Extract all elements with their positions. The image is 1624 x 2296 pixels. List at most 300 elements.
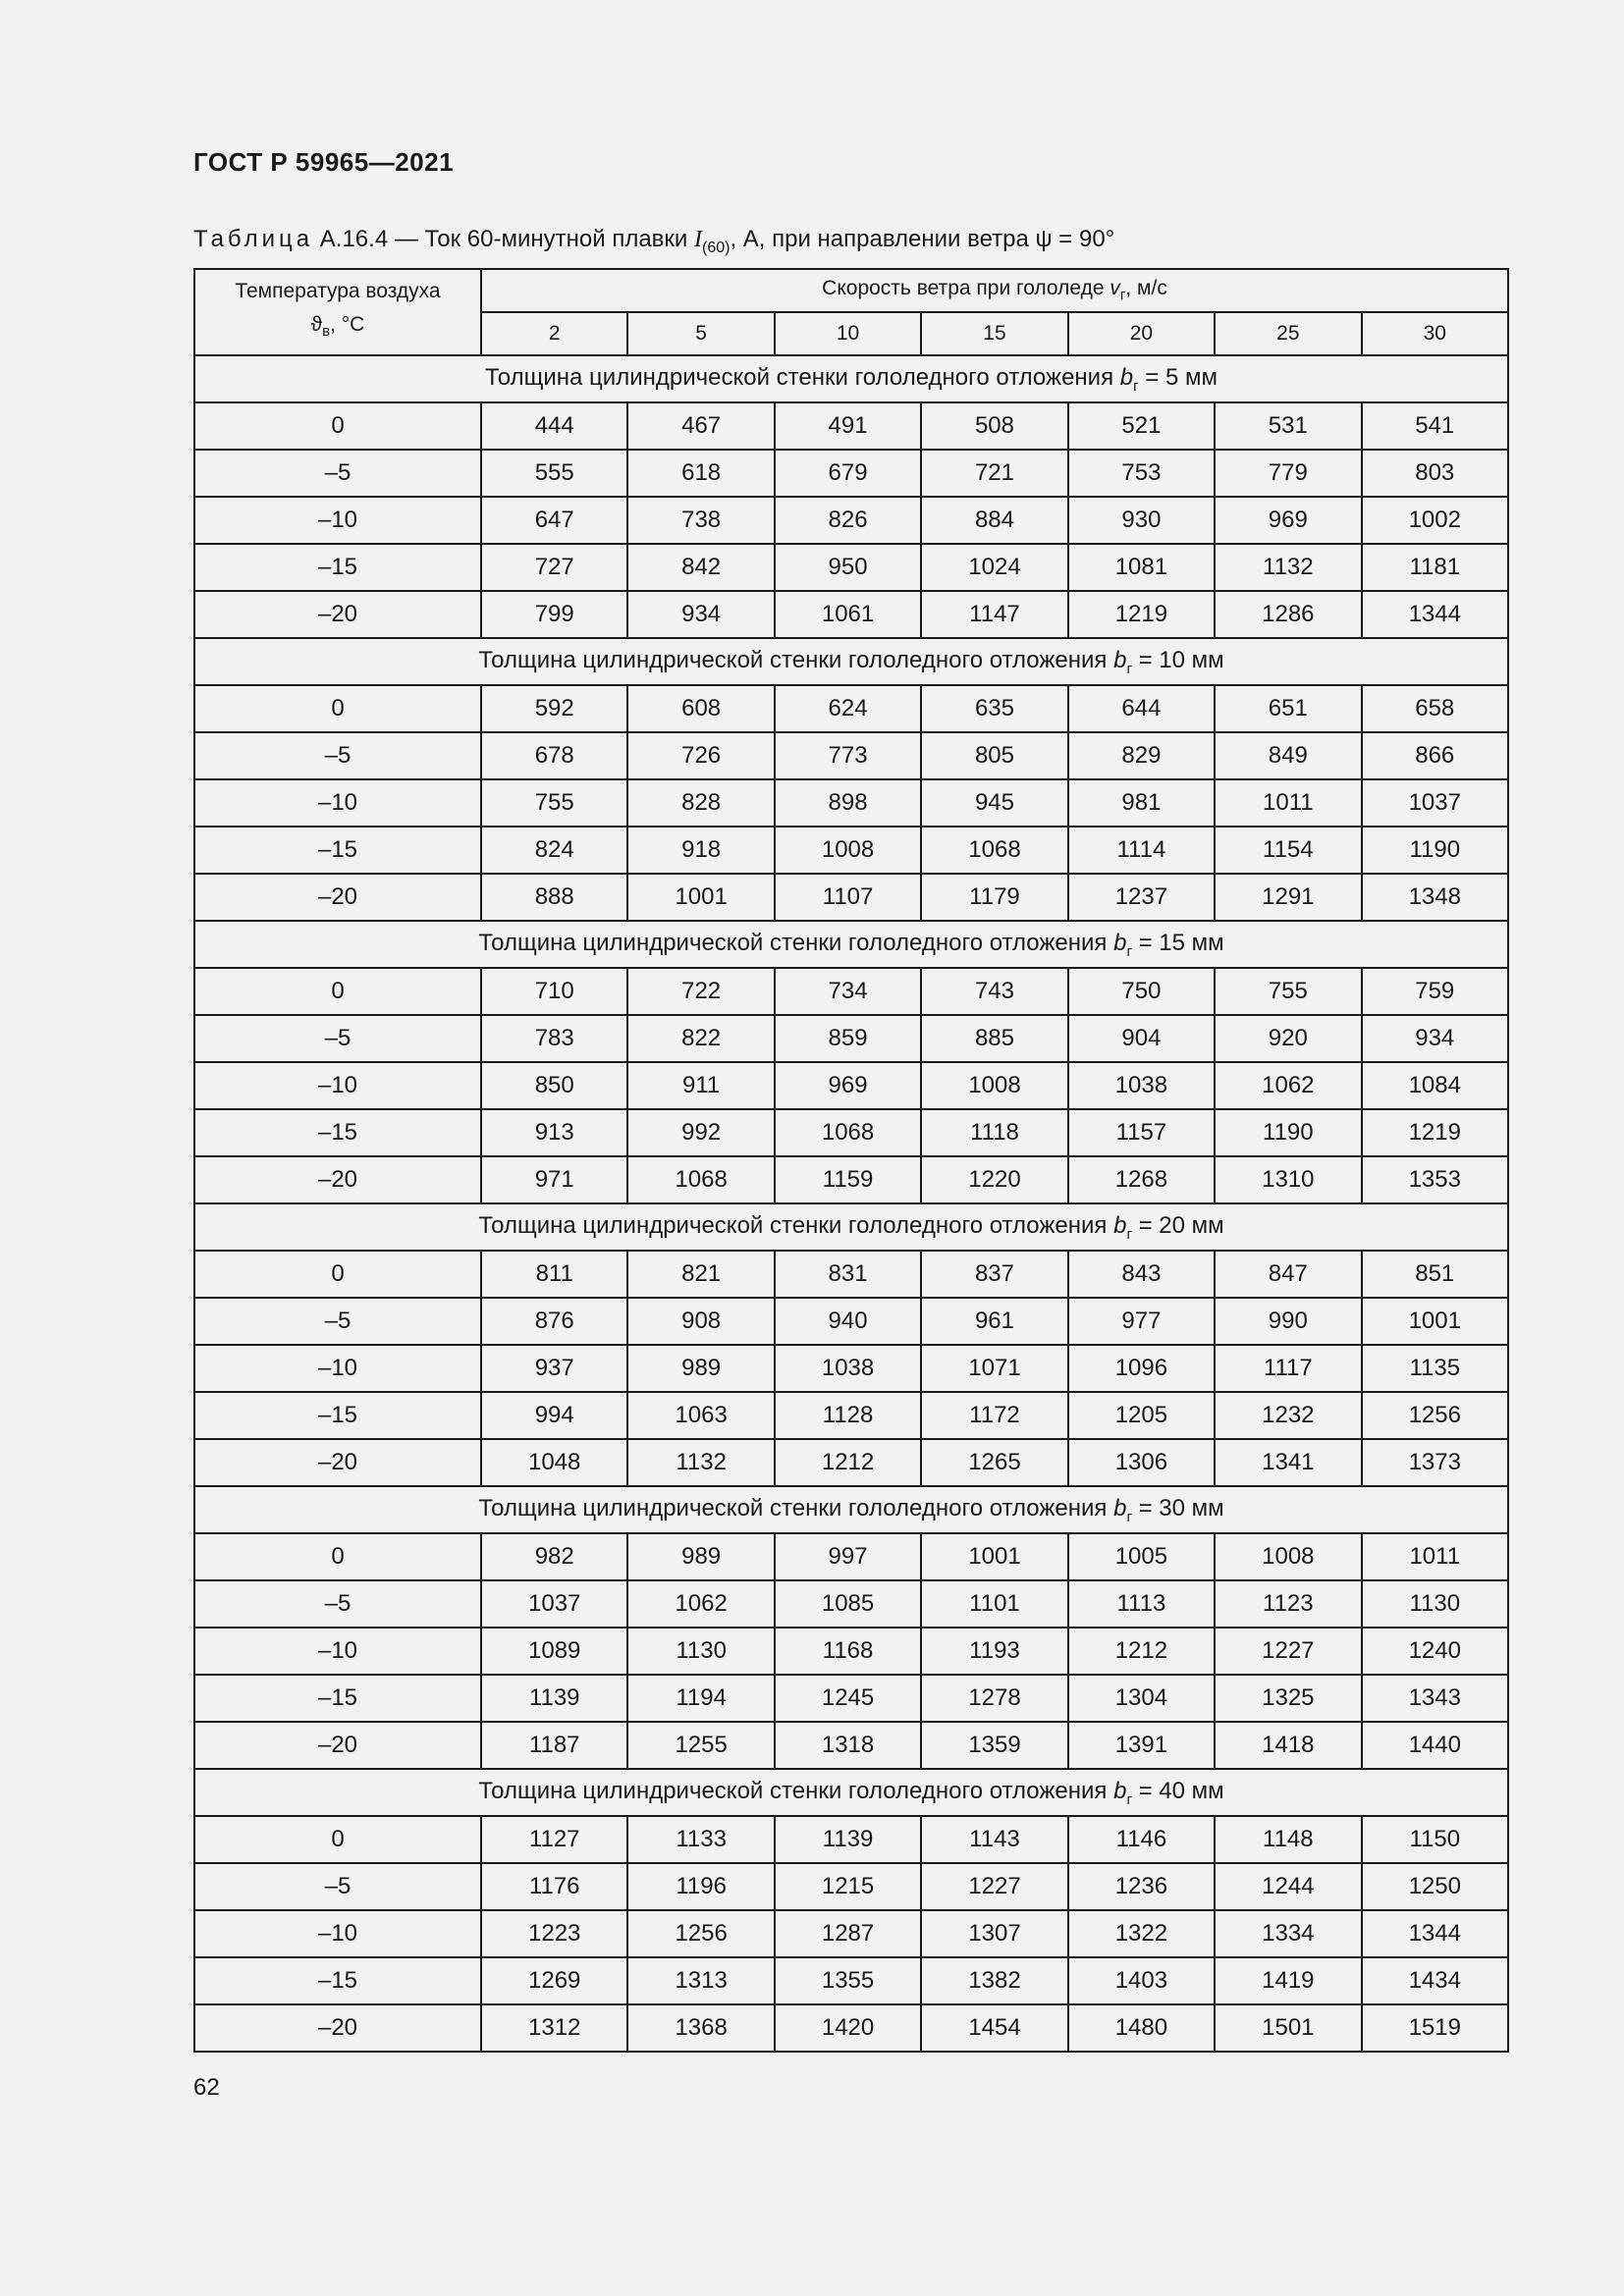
section-title-symbol-sub: г <box>1126 942 1132 960</box>
temperature-header-sub: в <box>322 323 331 341</box>
table-row <box>194 1345 1508 1392</box>
current-value-cell: 971 <box>481 1156 627 1203</box>
current-value-cell: 541 <box>1362 402 1508 450</box>
current-value-cell: 831 <box>775 1251 921 1298</box>
current-value-cell: 849 <box>1215 732 1361 779</box>
temperature-cell: –15 <box>194 1957 481 2004</box>
wind-speed-column-header: 10 <box>775 312 921 355</box>
table-row <box>194 1628 1508 1675</box>
table-row <box>194 1816 1508 1863</box>
section-title-symbol-sub: г <box>1126 1508 1132 1525</box>
current-value-cell: 829 <box>1068 732 1215 779</box>
section-header-row <box>194 1203 1508 1251</box>
current-value-cell: 1212 <box>1068 1628 1215 1675</box>
current-value-cell: 1344 <box>1362 1910 1508 1957</box>
current-value-cell: 1037 <box>1362 779 1508 827</box>
current-value-cell: 1256 <box>1362 1392 1508 1439</box>
current-value-cell: 1250 <box>1362 1863 1508 1910</box>
current-value-cell: 1344 <box>1362 591 1508 638</box>
table-row <box>194 1675 1508 1722</box>
current-value-cell: 1286 <box>1215 591 1361 638</box>
current-value-cell: 1068 <box>627 1156 774 1203</box>
wind-speed-column-header: 15 <box>921 312 1067 355</box>
current-value-cell: 1420 <box>775 2004 921 2052</box>
current-value-cell: 1220 <box>921 1156 1067 1203</box>
table-row <box>194 779 1508 827</box>
table-row <box>194 1298 1508 1345</box>
current-value-cell: 1159 <box>775 1156 921 1203</box>
current-value-cell: 1227 <box>1215 1628 1361 1675</box>
wind-speed-column-header: 2 <box>481 312 627 355</box>
section-title <box>194 1203 1508 1251</box>
current-value-cell: 1373 <box>1362 1439 1508 1486</box>
current-value-cell: 811 <box>481 1251 627 1298</box>
temperature-cell: –10 <box>194 1910 481 1957</box>
current-value-cell: 1312 <box>481 2004 627 2052</box>
current-value-cell: 1268 <box>1068 1156 1215 1203</box>
current-value-cell: 467 <box>627 402 774 450</box>
current-value-cell: 888 <box>481 874 627 921</box>
section-thickness: = 10 мм <box>1131 646 1224 673</box>
current-value-cell: 945 <box>921 779 1067 827</box>
table-row <box>194 968 1508 1015</box>
current-value-cell: 843 <box>1068 1251 1215 1298</box>
current-value-cell: 898 <box>775 779 921 827</box>
current-value-cell: 592 <box>481 685 627 732</box>
current-value-cell: 950 <box>775 544 921 591</box>
table-row <box>194 1533 1508 1580</box>
current-value-cell: 866 <box>1362 732 1508 779</box>
section-title-symbol: b <box>1113 929 1127 956</box>
current-value-cell: 1127 <box>481 1816 627 1863</box>
temperature-cell: –5 <box>194 1863 481 1910</box>
table-row <box>194 497 1508 544</box>
caption-number: А.16.4 <box>319 226 389 252</box>
current-value-cell: 1048 <box>481 1439 627 1486</box>
current-value-cell: 1196 <box>627 1863 774 1910</box>
table-row <box>194 685 1508 732</box>
temperature-cell: 0 <box>194 968 481 1015</box>
current-value-cell: 773 <box>775 732 921 779</box>
current-value-cell: 1418 <box>1215 1722 1361 1769</box>
section-title-symbol: b <box>1113 1494 1127 1522</box>
current-value-cell: 847 <box>1215 1251 1361 1298</box>
section-title-prefix: Толщина цилиндрической стенки гололедного отложения <box>478 929 1114 956</box>
temperature-cell: –10 <box>194 779 481 827</box>
current-value-cell: 1096 <box>1068 1345 1215 1392</box>
temperature-cell: 0 <box>194 1533 481 1580</box>
current-value-cell: 1063 <box>627 1392 774 1439</box>
current-value-cell: 1005 <box>1068 1533 1215 1580</box>
current-value-cell: 1255 <box>627 1722 774 1769</box>
table-row <box>194 1910 1508 1957</box>
current-value-cell: 678 <box>481 732 627 779</box>
table-caption <box>193 226 1114 257</box>
current-value-cell: 908 <box>627 1298 774 1345</box>
current-value-cell: 1440 <box>1362 1722 1508 1769</box>
current-value-cell: 1454 <box>921 2004 1067 2052</box>
current-value-cell: 521 <box>1068 402 1215 450</box>
table-row <box>194 1156 1508 1203</box>
current-value-cell: 885 <box>921 1015 1067 1062</box>
temperature-cell: –15 <box>194 1392 481 1439</box>
current-value-cell: 1219 <box>1362 1109 1508 1156</box>
current-value-cell: 1240 <box>1362 1628 1508 1675</box>
temperature-header-label: Температура воздуха <box>235 280 441 303</box>
current-value-cell: 842 <box>627 544 774 591</box>
current-value-cell: 1232 <box>1215 1392 1361 1439</box>
temperature-cell: –10 <box>194 1062 481 1109</box>
table-row <box>194 827 1508 874</box>
current-value-cell: 1501 <box>1215 2004 1361 2052</box>
current-value-cell: 755 <box>481 779 627 827</box>
temperature-cell: 0 <box>194 1251 481 1298</box>
table-row <box>194 1392 1508 1439</box>
current-value-cell: 997 <box>775 1533 921 1580</box>
current-value-cell: 1114 <box>1068 827 1215 874</box>
current-value-cell: 1062 <box>1215 1062 1361 1109</box>
current-value-cell: 555 <box>481 450 627 497</box>
current-value-cell: 1306 <box>1068 1439 1215 1486</box>
current-value-cell: 722 <box>627 968 774 1015</box>
table-row <box>194 591 1508 638</box>
section-thickness: = 5 мм <box>1138 363 1218 391</box>
current-value-cell: 734 <box>775 968 921 1015</box>
current-value-cell: 1256 <box>627 1910 774 1957</box>
section-title <box>194 355 1508 402</box>
current-value-cell: 1132 <box>627 1439 774 1486</box>
current-value-cell: 1038 <box>1068 1062 1215 1109</box>
current-value-cell: 1061 <box>775 591 921 638</box>
current-value-cell: 1307 <box>921 1910 1067 1957</box>
section-title-symbol: b <box>1113 646 1127 673</box>
section-thickness: = 20 мм <box>1131 1211 1224 1239</box>
temperature-cell: –20 <box>194 1156 481 1203</box>
temperature-header-symbol: ϑ <box>310 313 323 337</box>
table-row <box>194 544 1508 591</box>
temperature-header-unit: , °С <box>330 313 365 337</box>
current-value-cell: 1133 <box>627 1816 774 1863</box>
current-value-cell: 1089 <box>481 1628 627 1675</box>
current-value-cell: 837 <box>921 1251 1067 1298</box>
current-value-cell: 759 <box>1362 968 1508 1015</box>
table-row <box>194 1957 1508 2004</box>
current-value-cell: 1068 <box>921 827 1067 874</box>
section-title-symbol-sub: г <box>1126 660 1132 677</box>
current-value-cell: 783 <box>481 1015 627 1062</box>
temperature-cell: –15 <box>194 544 481 591</box>
temperature-cell: –15 <box>194 827 481 874</box>
current-value-cell: 826 <box>775 497 921 544</box>
current-value-cell: 1123 <box>1215 1580 1361 1628</box>
current-value-cell: 1113 <box>1068 1580 1215 1628</box>
current-value-cell: 1353 <box>1362 1156 1508 1203</box>
current-value-cell: 1359 <box>921 1722 1067 1769</box>
current-value-cell: 1146 <box>1068 1816 1215 1863</box>
current-value-cell: 1037 <box>481 1580 627 1628</box>
current-value-cell: 1008 <box>775 827 921 874</box>
temperature-cell: –20 <box>194 1722 481 1769</box>
current-value-cell: 755 <box>1215 968 1361 1015</box>
current-value-cell: 1062 <box>627 1580 774 1628</box>
section-title <box>194 921 1508 968</box>
current-value-cell: 1187 <box>481 1722 627 1769</box>
wind-speed-column-header: 20 <box>1068 312 1215 355</box>
current-value-cell: 1237 <box>1068 874 1215 921</box>
current-value-cell: 1157 <box>1068 1109 1215 1156</box>
current-value-cell: 992 <box>627 1109 774 1156</box>
temperature-cell: –20 <box>194 874 481 921</box>
section-title-symbol: b <box>1119 363 1134 391</box>
current-value-cell: 821 <box>627 1251 774 1298</box>
current-value-cell: 1322 <box>1068 1910 1215 1957</box>
current-value-cell: 989 <box>627 1533 774 1580</box>
section-title-prefix: Толщина цилиндрической стенки гололедного отложения <box>478 1211 1114 1239</box>
section-header-row <box>194 638 1508 685</box>
table-body <box>194 355 1508 2052</box>
current-value-cell: 508 <box>921 402 1067 450</box>
current-value-cell: 743 <box>921 968 1067 1015</box>
section-title <box>194 1769 1508 1816</box>
section-thickness: = 30 мм <box>1131 1494 1224 1522</box>
current-value-cell: 1244 <box>1215 1863 1361 1910</box>
table-row <box>194 1863 1508 1910</box>
current-value-cell: 1071 <box>921 1345 1067 1392</box>
current-value-cell: 969 <box>1215 497 1361 544</box>
current-value-cell: 884 <box>921 497 1067 544</box>
caption-text-end: , А, при направлении ветра ψ = 90° <box>730 226 1115 252</box>
section-thickness: = 15 мм <box>1131 929 1224 956</box>
temperature-cell: –5 <box>194 450 481 497</box>
wind-speed-column-header: 25 <box>1215 312 1361 355</box>
caption-text: — Ток 60-минутной плавки <box>388 226 694 252</box>
table-row <box>194 1062 1508 1109</box>
current-value-cell: 1139 <box>481 1675 627 1722</box>
current-value-cell: 658 <box>1362 685 1508 732</box>
table-row <box>194 1580 1508 1628</box>
table-row <box>194 874 1508 921</box>
current-value-cell: 1291 <box>1215 874 1361 921</box>
current-value-cell: 1147 <box>921 591 1067 638</box>
section-title-prefix: Толщина цилиндрической стенки гололедного отложения <box>485 363 1120 391</box>
current-value-cell: 1325 <box>1215 1675 1361 1722</box>
section-title-prefix: Толщина цилиндрической стенки гололедного отложения <box>478 1777 1114 1804</box>
current-value-cell: 1236 <box>1068 1863 1215 1910</box>
temperature-cell: –5 <box>194 1298 481 1345</box>
current-value-cell: 1419 <box>1215 1957 1361 2004</box>
current-value-cell: 1355 <box>775 1957 921 2004</box>
current-value-cell: 1024 <box>921 544 1067 591</box>
current-value-cell: 1304 <box>1068 1675 1215 1722</box>
page-number: 62 <box>193 2074 220 2101</box>
temperature-column-header <box>194 269 481 355</box>
section-header-row <box>194 355 1508 402</box>
current-value-cell: 651 <box>1215 685 1361 732</box>
current-value-cell: 491 <box>775 402 921 450</box>
temperature-cell: –20 <box>194 591 481 638</box>
current-value-cell: 1172 <box>921 1392 1067 1439</box>
current-value-cell: 1150 <box>1362 1816 1508 1863</box>
section-header-row <box>194 1769 1508 1816</box>
current-value-cell: 753 <box>1068 450 1215 497</box>
current-value-cell: 1135 <box>1362 1345 1508 1392</box>
table-row <box>194 402 1508 450</box>
temperature-cell: –10 <box>194 1345 481 1392</box>
temperature-cell: –5 <box>194 732 481 779</box>
current-value-cell: 982 <box>481 1533 627 1580</box>
current-value-cell: 989 <box>627 1345 774 1392</box>
temperature-cell: –10 <box>194 497 481 544</box>
current-value-cell: 1194 <box>627 1675 774 1722</box>
temperature-cell: –15 <box>194 1109 481 1156</box>
current-value-cell: 727 <box>481 544 627 591</box>
current-value-cell: 1011 <box>1215 779 1361 827</box>
temperature-cell: 0 <box>194 402 481 450</box>
current-value-cell: 721 <box>921 450 1067 497</box>
current-value-cell: 1382 <box>921 1957 1067 2004</box>
current-value-cell: 969 <box>775 1062 921 1109</box>
current-value-cell: 1176 <box>481 1863 627 1910</box>
current-value-cell: 1368 <box>627 2004 774 2052</box>
current-value-cell: 1179 <box>921 874 1067 921</box>
current-value-cell: 803 <box>1362 450 1508 497</box>
current-value-cell: 1001 <box>1362 1298 1508 1345</box>
current-value-cell: 1011 <box>1362 1533 1508 1580</box>
current-value-cell: 1132 <box>1215 544 1361 591</box>
table-row <box>194 1109 1508 1156</box>
current-value-cell: 1117 <box>1215 1345 1361 1392</box>
current-value-cell: 644 <box>1068 685 1215 732</box>
current-value-cell: 1139 <box>775 1816 921 1863</box>
current-value-cell: 1190 <box>1215 1109 1361 1156</box>
current-value-cell: 1265 <box>921 1439 1067 1486</box>
current-value-cell: 1101 <box>921 1580 1067 1628</box>
current-value-cell: 444 <box>481 402 627 450</box>
current-value-cell: 859 <box>775 1015 921 1062</box>
current-value-cell: 1205 <box>1068 1392 1215 1439</box>
current-value-cell: 1223 <box>481 1910 627 1957</box>
current-value-cell: 918 <box>627 827 774 874</box>
temperature-cell: –5 <box>194 1015 481 1062</box>
current-value-cell: 1313 <box>627 1957 774 2004</box>
current-value-cell: 805 <box>921 732 1067 779</box>
current-value-cell: 1480 <box>1068 2004 1215 2052</box>
section-thickness: = 40 мм <box>1131 1777 1224 1804</box>
current-value-cell: 618 <box>627 450 774 497</box>
current-value-cell: 1190 <box>1362 827 1508 874</box>
current-value-cell: 531 <box>1215 402 1361 450</box>
table-row <box>194 1251 1508 1298</box>
current-value-cell: 824 <box>481 827 627 874</box>
current-value-cell: 1334 <box>1215 1910 1361 1957</box>
current-value-cell: 930 <box>1068 497 1215 544</box>
current-value-cell: 1001 <box>627 874 774 921</box>
current-value-cell: 1168 <box>775 1628 921 1675</box>
temperature-cell: –5 <box>194 1580 481 1628</box>
document-id-header: ГОСТ Р 59965—2021 <box>193 147 455 177</box>
current-value-cell: 913 <box>481 1109 627 1156</box>
temperature-cell: 0 <box>194 685 481 732</box>
table-row <box>194 732 1508 779</box>
section-title-prefix: Толщина цилиндрической стенки гололедного отложения <box>478 1494 1114 1522</box>
current-value-cell: 940 <box>775 1298 921 1345</box>
current-value-cell: 1219 <box>1068 591 1215 638</box>
wind-speed-header <box>481 269 1508 312</box>
current-value-cell: 977 <box>1068 1298 1215 1345</box>
table-row <box>194 1722 1508 1769</box>
table-row <box>194 450 1508 497</box>
current-value-cell: 1391 <box>1068 1722 1215 1769</box>
current-value-cell: 920 <box>1215 1015 1361 1062</box>
current-value-cell: 799 <box>481 591 627 638</box>
current-value-cell: 934 <box>1362 1015 1508 1062</box>
current-value-cell: 1181 <box>1362 544 1508 591</box>
current-value-cell: 981 <box>1068 779 1215 827</box>
section-title <box>194 1486 1508 1533</box>
section-title-symbol: b <box>1113 1211 1127 1239</box>
current-value-cell: 851 <box>1362 1251 1508 1298</box>
current-value-cell: 937 <box>481 1345 627 1392</box>
melting-current-table <box>193 268 1509 2053</box>
caption-symbol: I <box>694 227 702 252</box>
current-value-cell: 1038 <box>775 1345 921 1392</box>
current-value-cell: 911 <box>627 1062 774 1109</box>
current-value-cell: 1227 <box>921 1863 1067 1910</box>
temperature-cell: 0 <box>194 1816 481 1863</box>
current-value-cell: 1068 <box>775 1109 921 1156</box>
temperature-cell: –20 <box>194 1439 481 1486</box>
current-value-cell: 1310 <box>1215 1156 1361 1203</box>
current-value-cell: 1269 <box>481 1957 627 2004</box>
caption-prefix: Таблица <box>193 226 314 252</box>
current-value-cell: 1245 <box>775 1675 921 1722</box>
current-value-cell: 1128 <box>775 1392 921 1439</box>
wind-speed-symbol-sub: г <box>1119 287 1126 304</box>
table-row <box>194 1015 1508 1062</box>
current-value-cell: 750 <box>1068 968 1215 1015</box>
table-row <box>194 1439 1508 1486</box>
section-header-row <box>194 1486 1508 1533</box>
temperature-cell: –15 <box>194 1675 481 1722</box>
current-value-cell: 1148 <box>1215 1816 1361 1863</box>
current-value-cell: 1403 <box>1068 1957 1215 2004</box>
current-value-cell: 934 <box>627 591 774 638</box>
current-value-cell: 1143 <box>921 1816 1067 1863</box>
current-value-cell: 710 <box>481 968 627 1015</box>
section-title-symbol-sub: г <box>1126 1790 1132 1808</box>
current-value-cell: 1008 <box>921 1062 1067 1109</box>
current-value-cell: 876 <box>481 1298 627 1345</box>
current-value-cell: 1001 <box>921 1533 1067 1580</box>
wind-speed-column-header: 30 <box>1362 312 1508 355</box>
current-value-cell: 1212 <box>775 1439 921 1486</box>
section-header-row <box>194 921 1508 968</box>
current-value-cell: 679 <box>775 450 921 497</box>
current-value-cell: 1084 <box>1362 1062 1508 1109</box>
table-row <box>194 2004 1508 2052</box>
current-value-cell: 1107 <box>775 874 921 921</box>
current-value-cell: 1130 <box>1362 1580 1508 1628</box>
current-value-cell: 961 <box>921 1298 1067 1345</box>
section-title <box>194 638 1508 685</box>
current-value-cell: 779 <box>1215 450 1361 497</box>
current-value-cell: 738 <box>627 497 774 544</box>
current-value-cell: 822 <box>627 1015 774 1062</box>
current-value-cell: 1348 <box>1362 874 1508 921</box>
current-value-cell: 1154 <box>1215 827 1361 874</box>
section-title-symbol: b <box>1113 1777 1127 1804</box>
temperature-cell: –20 <box>194 2004 481 2052</box>
